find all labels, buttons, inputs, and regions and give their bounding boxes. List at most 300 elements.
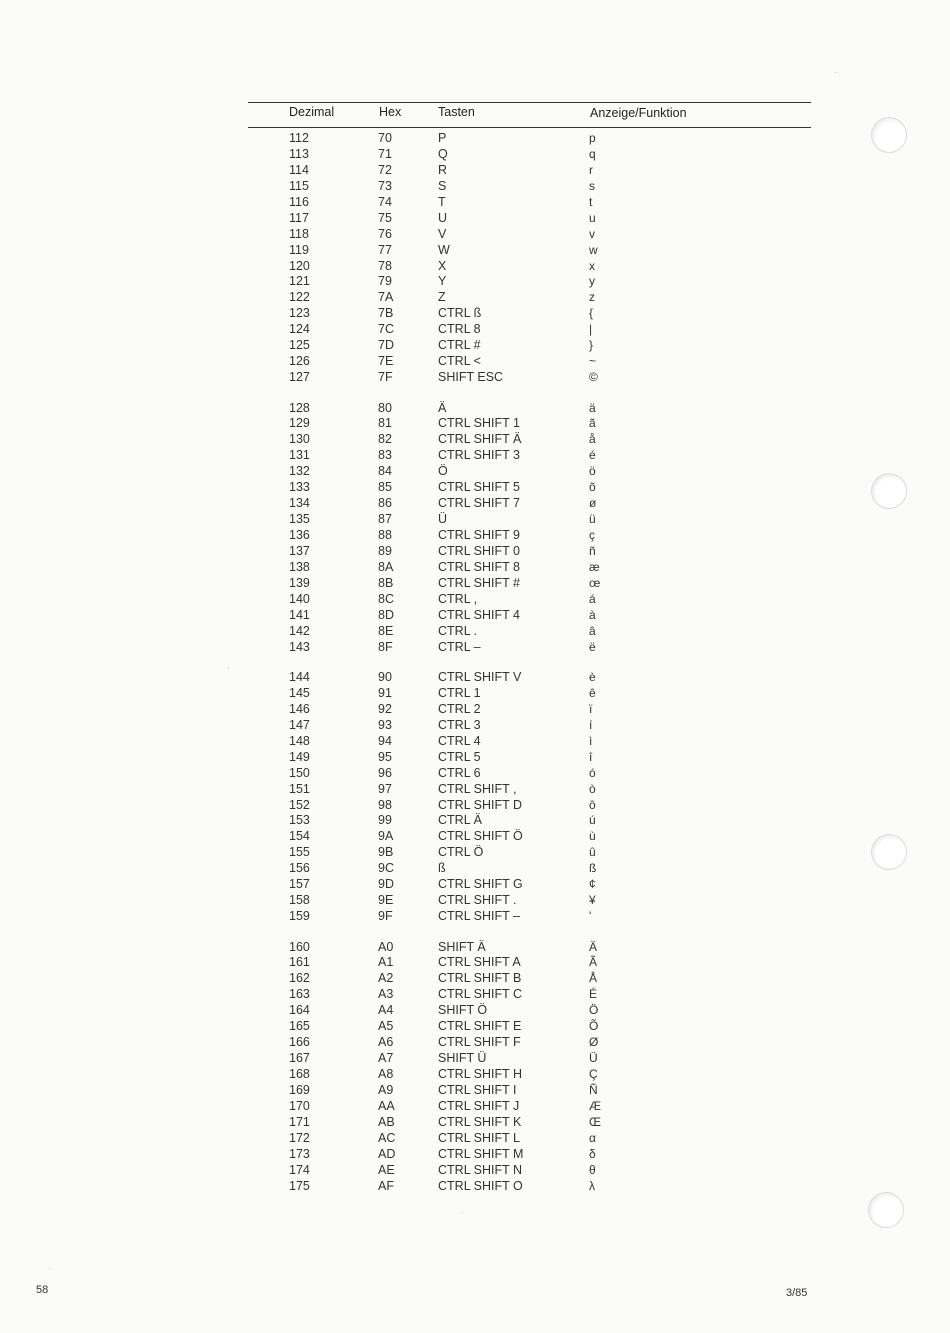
cell-decimal: 144 <box>289 670 310 684</box>
cell-hex: 8B <box>378 575 394 590</box>
cell-decimal: 138 <box>289 559 310 574</box>
cell-hex: 81 <box>378 416 392 431</box>
scan-speck <box>462 1212 463 1213</box>
cell-keys: CTRL SHIFT 3 <box>438 448 520 463</box>
cell-decimal: 168 <box>289 1067 310 1081</box>
cell-display: r <box>589 162 593 177</box>
table-row <box>0 986 950 1002</box>
cell-decimal: 171 <box>289 1114 310 1129</box>
table-row <box>0 908 950 924</box>
cell-display: œ <box>589 575 601 590</box>
table-row <box>0 194 950 210</box>
table-row <box>0 954 950 970</box>
cell-decimal: 127 <box>289 370 310 385</box>
cell-hex: 8D <box>378 607 394 622</box>
table-row <box>0 1082 950 1098</box>
cell-display: ì <box>589 733 593 748</box>
cell-decimal: 170 <box>289 1098 310 1113</box>
cell-display: ' <box>589 909 592 924</box>
cell-keys: CTRL 5 <box>438 749 481 764</box>
cell-display: y <box>589 274 595 289</box>
cell-decimal: 164 <box>289 1003 310 1018</box>
header-decimal: Dezimal <box>289 105 335 119</box>
cell-display: à <box>589 607 596 622</box>
cell-decimal: 142 <box>289 623 310 638</box>
row-group <box>0 130 950 385</box>
cell-hex: 91 <box>378 685 392 700</box>
table-row <box>0 1162 950 1178</box>
cell-hex: 8F <box>378 639 393 654</box>
cell-hex: 73 <box>378 178 392 193</box>
table-row <box>0 289 950 305</box>
cell-keys: CTRL SHIFT # <box>438 575 520 590</box>
cell-keys: CTRL ß <box>438 306 482 321</box>
cell-hex: 95 <box>378 749 392 764</box>
table-row <box>0 431 950 447</box>
cell-keys: X <box>438 258 447 273</box>
cell-display: | <box>589 322 593 337</box>
table-row <box>0 1114 950 1130</box>
cell-decimal: 126 <box>289 354 310 369</box>
cell-display: Ä <box>589 939 598 954</box>
cell-keys: Z <box>438 290 446 305</box>
table-row <box>0 305 950 321</box>
cell-keys: CTRL SHIFT D <box>438 797 523 812</box>
cell-decimal: 153 <box>289 813 310 828</box>
cell-decimal: 154 <box>289 829 310 844</box>
cell-keys: CTRL Ä <box>438 813 482 828</box>
cell-keys: Ö <box>438 464 448 479</box>
table-row <box>0 733 950 749</box>
cell-display: é <box>589 448 596 463</box>
cell-decimal: 152 <box>289 797 310 812</box>
cell-hex: 80 <box>378 400 392 415</box>
cell-display: Å <box>589 971 598 986</box>
cell-hex: 98 <box>378 797 392 812</box>
cell-keys: CTRL SHIFT K <box>438 1114 522 1129</box>
cell-decimal: 115 <box>289 178 309 193</box>
cell-hex: 8A <box>378 559 394 574</box>
cell-decimal: 173 <box>289 1146 310 1161</box>
cell-keys: CTRL 6 <box>438 765 481 780</box>
cell-keys: CTRL SHIFT N <box>438 1162 523 1177</box>
table-row <box>0 939 950 955</box>
cell-display: ñ <box>589 543 596 558</box>
cell-hex: A7 <box>378 1051 394 1066</box>
cell-hex: 7F <box>378 370 393 385</box>
table-row <box>0 495 950 511</box>
cell-keys: CTRL SHIFT 7 <box>438 496 520 511</box>
cell-display: u <box>589 210 596 225</box>
cell-hex: 72 <box>378 162 392 177</box>
cell-keys: CTRL Ö <box>438 845 484 860</box>
cell-display: ó <box>589 765 596 780</box>
cell-display: Ç <box>589 1067 598 1081</box>
cell-display: ¢ <box>589 877 596 892</box>
cell-display: ö <box>589 464 596 479</box>
table-body <box>0 130 950 1208</box>
table-row <box>0 210 950 226</box>
cell-decimal: 137 <box>289 543 310 558</box>
cell-hex: 85 <box>378 480 392 495</box>
table-row <box>0 130 950 146</box>
table-row <box>0 860 950 876</box>
cell-keys: Q <box>438 146 448 161</box>
table-row <box>0 479 950 495</box>
table-row <box>0 717 950 733</box>
table-row <box>0 781 950 797</box>
cell-decimal: 172 <box>289 1130 310 1145</box>
cell-display: Ø <box>589 1035 599 1050</box>
row-group <box>0 939 950 1194</box>
cell-hex: 7B <box>378 306 394 321</box>
cell-hex: A9 <box>378 1082 394 1097</box>
cell-decimal: 121 <box>289 274 310 289</box>
cell-decimal: 129 <box>289 416 310 431</box>
cell-hex: AF <box>378 1178 394 1193</box>
cell-decimal: 167 <box>289 1051 310 1066</box>
cell-keys: SHIFT Ü <box>438 1051 487 1066</box>
page-number: 58 <box>36 1284 49 1296</box>
cell-keys: CTRL SHIFT 5 <box>438 480 520 495</box>
table-row <box>0 258 950 274</box>
cell-display: ç <box>589 528 595 542</box>
cell-hex: A0 <box>378 939 394 954</box>
row-group <box>0 400 950 655</box>
cell-keys: Ü <box>438 512 448 527</box>
cell-keys: T <box>438 194 446 209</box>
cell-keys: CTRL SHIFT M <box>438 1146 524 1161</box>
cell-hex: AA <box>378 1098 395 1113</box>
table-row <box>0 447 950 463</box>
cell-display: λ <box>589 1178 595 1193</box>
cell-decimal: 146 <box>289 701 310 716</box>
cell-display: ë <box>589 639 596 654</box>
table-row <box>0 273 950 289</box>
table-row <box>0 1066 950 1082</box>
cell-display: Õ <box>589 1019 599 1034</box>
cell-decimal: 114 <box>289 162 309 177</box>
table-row <box>0 369 950 385</box>
cell-display: ß <box>589 861 597 876</box>
cell-decimal: 118 <box>289 226 309 241</box>
cell-hex: 92 <box>378 701 392 716</box>
table-row <box>0 527 950 543</box>
cell-keys: P <box>438 131 447 145</box>
cell-hex: 99 <box>378 813 392 828</box>
cell-display: t <box>589 194 593 209</box>
cell-keys: CTRL SHIFT E <box>438 1019 522 1034</box>
cell-keys: CTRL SHIFT Ö <box>438 829 523 844</box>
cell-hex: AC <box>378 1130 396 1145</box>
cell-keys: CTRL SHIFT F <box>438 1035 521 1050</box>
cell-display: ï <box>589 701 593 716</box>
cell-keys: CTRL SHIFT L <box>438 1130 520 1145</box>
cell-display: q <box>589 146 596 161</box>
cell-keys: CTRL 4 <box>438 733 481 748</box>
cell-display: è <box>589 670 596 684</box>
cell-hex: 75 <box>378 210 392 225</box>
table-row <box>0 749 950 765</box>
header-hex: Hex <box>379 105 402 119</box>
cell-decimal: 166 <box>289 1035 310 1050</box>
cell-hex: 7D <box>378 338 394 353</box>
cell-decimal: 135 <box>289 512 310 527</box>
cell-hex: A6 <box>378 1035 394 1050</box>
cell-hex: 86 <box>378 496 392 511</box>
cell-decimal: 169 <box>289 1082 310 1097</box>
cell-decimal: 139 <box>289 575 310 590</box>
cell-hex: 96 <box>378 765 392 780</box>
table-row <box>0 844 950 860</box>
cell-hex: AD <box>378 1146 396 1161</box>
cell-decimal: 119 <box>289 242 309 257</box>
cell-hex: 71 <box>378 146 392 161</box>
table-row <box>0 892 950 908</box>
cell-decimal: 143 <box>289 639 310 654</box>
cell-hex: A8 <box>378 1067 394 1081</box>
cell-keys: R <box>438 162 448 177</box>
cell-decimal: 131 <box>289 448 310 463</box>
cell-keys: CTRL SHIFT H <box>438 1067 523 1081</box>
table-row <box>0 812 950 828</box>
cell-keys: CTRL SHIFT 8 <box>438 559 520 574</box>
cell-decimal: 156 <box>289 861 310 876</box>
table-row <box>0 701 950 717</box>
cell-decimal: 128 <box>289 400 310 415</box>
cell-display: Ñ <box>589 1082 598 1097</box>
cell-hex: A3 <box>378 987 394 1002</box>
cell-keys: ß <box>438 861 446 876</box>
cell-hex: 9D <box>378 877 394 892</box>
cell-hex: 97 <box>378 781 392 796</box>
cell-hex: 70 <box>378 131 392 145</box>
cell-decimal: 134 <box>289 496 310 511</box>
cell-keys: CTRL SHIFT I <box>438 1082 517 1097</box>
cell-decimal: 157 <box>289 877 310 892</box>
cell-keys: CTRL SHIFT 0 <box>438 543 520 558</box>
cell-keys: CTRL 1 <box>438 685 481 700</box>
cell-keys: U <box>438 210 448 225</box>
cell-keys: CTRL SHIFT J <box>438 1098 520 1113</box>
cell-keys: SHIFT Ö <box>438 1003 488 1018</box>
cell-hex: 84 <box>378 464 392 479</box>
cell-decimal: 148 <box>289 733 310 748</box>
cell-keys: CTRL 8 <box>438 322 481 337</box>
cell-hex: 8E <box>378 623 394 638</box>
cell-hex: 83 <box>378 448 392 463</box>
cell-decimal: 132 <box>289 464 310 479</box>
cell-decimal: 130 <box>289 432 310 447</box>
table-row <box>0 797 950 813</box>
cell-display: á <box>589 591 596 606</box>
cell-display: w <box>589 242 598 257</box>
cell-hex: A4 <box>378 1003 394 1018</box>
cell-keys: V <box>438 226 447 241</box>
table-row <box>0 1146 950 1162</box>
cell-hex: 74 <box>378 194 392 209</box>
cell-display: θ <box>589 1162 596 1177</box>
table-row <box>0 559 950 575</box>
cell-hex: 90 <box>378 670 392 684</box>
cell-keys: S <box>438 178 447 193</box>
table-row <box>0 623 950 639</box>
table-row <box>0 876 950 892</box>
cell-display: î <box>589 749 593 764</box>
table-row <box>0 178 950 194</box>
cell-keys: CTRL SHIFT , <box>438 781 517 796</box>
header-display: Anzeige/Funktion <box>590 106 687 120</box>
table-row <box>0 353 950 369</box>
cell-decimal: 165 <box>289 1019 310 1034</box>
cell-display: û <box>589 845 596 860</box>
cell-display: ~ <box>589 354 597 369</box>
row-group <box>0 669 950 924</box>
cell-hex: AB <box>378 1114 395 1129</box>
table-header-rule <box>248 127 811 128</box>
cell-keys: CTRL 2 <box>438 701 481 716</box>
table-row <box>0 463 950 479</box>
cell-decimal: 123 <box>289 306 310 321</box>
table-row <box>0 1130 950 1146</box>
cell-decimal: 125 <box>289 338 310 353</box>
table-row <box>0 765 950 781</box>
cell-decimal: 141 <box>289 607 310 622</box>
cell-keys: CTRL SHIFT . <box>438 893 517 908</box>
table-row <box>0 1178 950 1194</box>
cell-keys: CTRL SHIFT – <box>438 909 520 924</box>
table-row <box>0 970 950 986</box>
cell-hex: A5 <box>378 1019 394 1034</box>
table-row <box>0 607 950 623</box>
table-row <box>0 511 950 527</box>
header-keys: Tasten <box>438 105 475 119</box>
cell-display: ¥ <box>589 893 596 908</box>
table-row <box>0 575 950 591</box>
cell-hex: 89 <box>378 543 392 558</box>
cell-display: Ã <box>589 955 598 970</box>
cell-decimal: 116 <box>289 194 309 209</box>
cell-keys: CTRL SHIFT 1 <box>438 416 520 431</box>
cell-hex: 82 <box>378 432 392 447</box>
cell-keys: CTRL , <box>438 591 478 606</box>
cell-decimal: 136 <box>289 528 310 542</box>
cell-decimal: 151 <box>289 781 310 796</box>
table-row <box>0 639 950 655</box>
cell-decimal: 147 <box>289 717 310 732</box>
table-row <box>0 1034 950 1050</box>
cell-decimal: 122 <box>289 290 310 305</box>
table-row <box>0 1002 950 1018</box>
cell-display: É <box>589 987 598 1002</box>
cell-display: ã <box>589 416 596 431</box>
table-row <box>0 685 950 701</box>
cell-hex: 93 <box>378 717 392 732</box>
cell-decimal: 112 <box>289 131 309 145</box>
cell-decimal: 175 <box>289 1178 310 1193</box>
cell-hex: 7A <box>378 290 394 305</box>
table-row <box>0 162 950 178</box>
cell-hex: 9E <box>378 893 394 908</box>
table-row <box>0 1018 950 1034</box>
cell-hex: AE <box>378 1162 395 1177</box>
cell-keys: CTRL SHIFT Ä <box>438 432 522 447</box>
cell-decimal: 150 <box>289 765 310 780</box>
cell-decimal: 155 <box>289 845 310 860</box>
cell-display: s <box>589 178 595 193</box>
table-row <box>0 337 950 353</box>
cell-decimal: 159 <box>289 909 310 924</box>
cell-keys: Ä <box>438 400 447 415</box>
cell-hex: 7E <box>378 354 394 369</box>
table-row <box>0 415 950 431</box>
cell-keys: CTRL . <box>438 623 478 638</box>
cell-hex: 79 <box>378 274 392 289</box>
cell-keys: CTRL – <box>438 639 481 654</box>
cell-display: ù <box>589 829 596 844</box>
cell-decimal: 174 <box>289 1162 310 1177</box>
cell-keys: CTRL 3 <box>438 717 481 732</box>
cell-keys: CTRL SHIFT 4 <box>438 607 520 622</box>
cell-display: δ <box>589 1146 596 1161</box>
cell-display: æ <box>589 559 600 574</box>
cell-decimal: 163 <box>289 987 310 1002</box>
cell-keys: CTRL SHIFT O <box>438 1178 523 1193</box>
cell-hex: A1 <box>378 955 394 970</box>
cell-display: ô <box>589 797 596 812</box>
cell-keys: SHIFT Ä <box>438 939 486 954</box>
cell-decimal: 140 <box>289 591 310 606</box>
cell-display: α <box>589 1130 596 1145</box>
cell-decimal: 162 <box>289 971 310 986</box>
table-row <box>0 1050 950 1066</box>
cell-display: ò <box>589 781 596 796</box>
cell-keys: CTRL SHIFT C <box>438 987 523 1002</box>
cell-hex: 9A <box>378 829 394 844</box>
table-row <box>0 321 950 337</box>
table-row <box>0 146 950 162</box>
cell-hex: 88 <box>378 528 392 542</box>
cell-keys: Y <box>438 274 447 289</box>
cell-decimal: 158 <box>289 893 310 908</box>
cell-decimal: 133 <box>289 480 310 495</box>
cell-display: } <box>589 338 594 353</box>
cell-display: Ü <box>589 1051 598 1066</box>
cell-hex: 7C <box>378 322 394 337</box>
cell-keys: CTRL SHIFT 9 <box>438 528 520 542</box>
cell-keys: CTRL < <box>438 354 481 369</box>
cell-hex: 77 <box>378 242 392 257</box>
cell-display: Æ <box>589 1098 601 1113</box>
table-row <box>0 591 950 607</box>
cell-keys: W <box>438 242 450 257</box>
cell-hex: A2 <box>378 971 394 986</box>
cell-display: { <box>589 306 594 321</box>
cell-hex: 9B <box>378 845 394 860</box>
cell-display: z <box>589 290 595 305</box>
cell-display: ê <box>589 685 596 700</box>
cell-display: p <box>589 131 596 145</box>
cell-decimal: 113 <box>289 146 309 161</box>
date-code: 3/85 <box>786 1287 808 1299</box>
cell-keys: CTRL # <box>438 338 481 353</box>
cell-display: x <box>589 258 595 273</box>
cell-display: ú <box>589 813 596 828</box>
cell-decimal: 124 <box>289 322 310 337</box>
cell-decimal: 149 <box>289 749 310 764</box>
table-row <box>0 400 950 416</box>
cell-keys: CTRL SHIFT A <box>438 955 521 970</box>
